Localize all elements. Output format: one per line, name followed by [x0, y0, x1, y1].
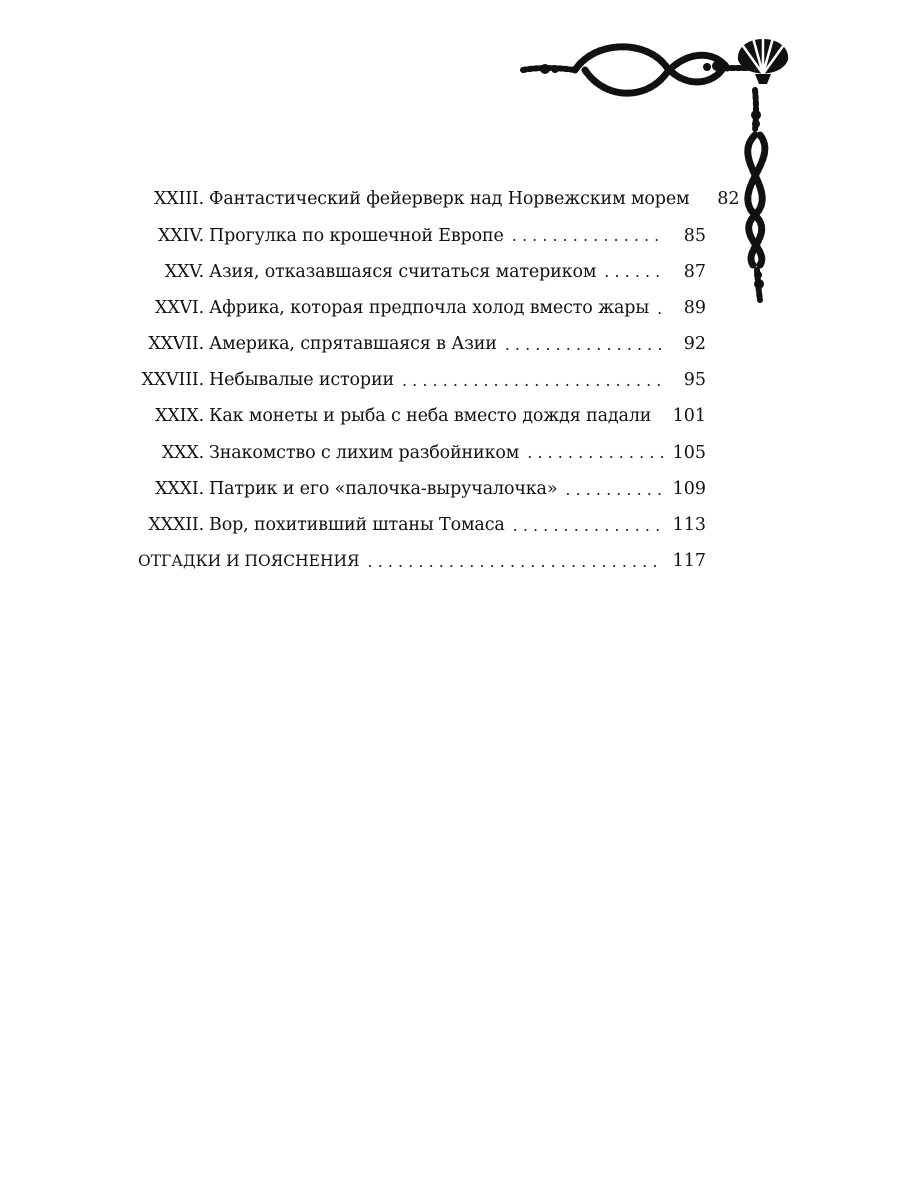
chapter-number: XXIII. [153, 189, 204, 210]
chapter-number: XXX. [161, 442, 204, 463]
chapter-number: XXVIII. [141, 370, 204, 391]
dot-leader [512, 228, 664, 244]
chapter-number: XXV. [164, 261, 204, 282]
toc-entry[interactable] [138, 291, 708, 327]
chapter-number: XXIX. [155, 406, 204, 427]
toc-entry[interactable] [138, 472, 708, 508]
chapter-title: Вор, похитивший штаны Томаса [209, 515, 505, 536]
toc-entry[interactable] [138, 435, 708, 471]
page-number: 109 [672, 478, 706, 499]
toc-entry[interactable] [138, 218, 708, 254]
chapter-number: XXVI. [154, 297, 204, 318]
chapter-number: XXXI. [155, 478, 204, 499]
table-of-contents [138, 182, 740, 580]
chapter-title: Как монеты и рыба с неба вместо дождя падали [209, 406, 652, 427]
page-number: 87 [683, 261, 706, 282]
toc-entry[interactable] [138, 399, 708, 435]
dot-leader [565, 482, 664, 498]
chapter-title: Знакомство с лихим разбойником [209, 442, 520, 463]
chapter-number: XXXII. [148, 515, 204, 536]
page-number: 113 [672, 515, 706, 536]
toc-entry-answers[interactable] [138, 544, 708, 580]
page-number: 89 [683, 297, 706, 318]
dot-leader [604, 264, 664, 280]
dot-leader [505, 337, 664, 353]
toc-entry[interactable] [138, 254, 708, 290]
chapter-number: XXIV. [158, 225, 204, 246]
page-number: 101 [672, 406, 706, 427]
section-title: ОТГАДКИ И ПОЯСНЕНИЯ [138, 552, 360, 571]
toc-entry[interactable] [138, 508, 708, 544]
chapter-number: XXVII. [148, 334, 204, 355]
chapter-title: Америка, спрятавшаяся в Азии [209, 334, 497, 355]
chapter-title: Прогулка по крошечной Европе [209, 225, 504, 246]
page-number: 85 [683, 225, 706, 246]
page-number: 82 [717, 189, 740, 210]
chapter-title: Фантастический фейерверк над Норвежским морем [209, 189, 690, 210]
chapter-title: Небывалые истории [209, 370, 394, 391]
dot-leader [513, 518, 664, 534]
toc-entry[interactable] [138, 363, 708, 399]
page-number: 92 [683, 334, 706, 355]
dot-leader [402, 373, 664, 389]
page-number: 117 [672, 551, 706, 572]
chapter-title: Азия, отказавшаяся считаться материком [209, 261, 597, 282]
chapter-title: Африка, которая предпочла холод вместо жары [209, 297, 650, 318]
dot-leader [657, 301, 664, 317]
chapter-title: Патрик и его «палочка-выручалочка» [209, 478, 558, 499]
page-number: 95 [683, 370, 706, 391]
dot-leader [527, 445, 664, 461]
toc-entry[interactable] [138, 182, 740, 218]
page-number: 105 [672, 442, 706, 463]
toc-entry[interactable] [138, 327, 708, 363]
dot-leader [368, 554, 664, 570]
